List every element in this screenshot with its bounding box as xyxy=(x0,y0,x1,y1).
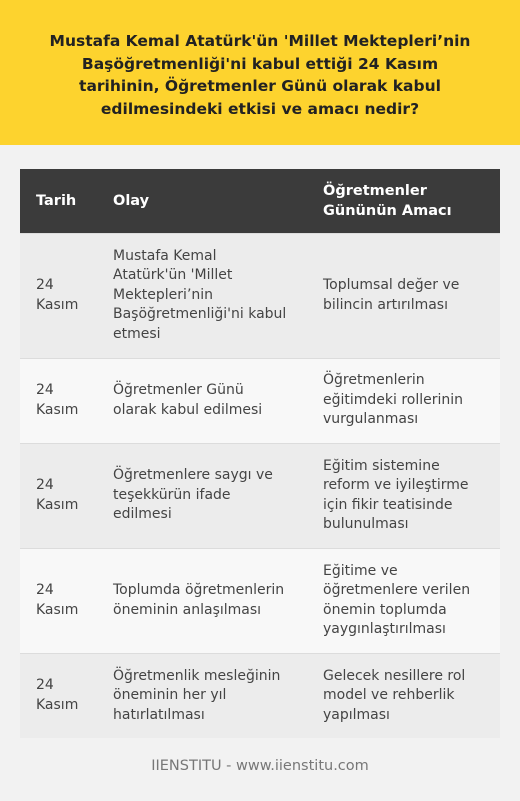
cell-date: 24 Kasım xyxy=(20,653,97,738)
cell-date: 24 Kasım xyxy=(20,548,97,653)
cell-event: Öğretmenlik mesleğinin öneminin her yıl hatırlatılması xyxy=(97,653,307,738)
cell-event: Mustafa Kemal Atatürk'ün 'Millet Mektepleri’nin Başöğretmenliği'ni kabul etmesi xyxy=(97,233,307,358)
cell-date: 24 Kasım xyxy=(20,358,97,443)
table-header-row xyxy=(20,169,500,233)
table-row xyxy=(20,358,500,443)
column-header-purpose: Öğretmenler Gününün Amacı xyxy=(323,182,452,219)
table-row xyxy=(20,443,500,548)
title-banner xyxy=(0,0,520,145)
cell-event: Öğretmenler Günü olarak kabul edilmesi xyxy=(97,358,307,443)
cell-purpose: Toplumsal değer ve bilincin artırılması xyxy=(307,233,500,358)
column-header-date: Tarih xyxy=(36,192,77,209)
cell-purpose: Eğitime ve öğretmenlere verilen önemin toplumda yaygınlaştırılması xyxy=(307,548,500,653)
table-row xyxy=(20,653,500,738)
cell-purpose: Öğretmenlerin eğitimdeki rollerinin vurgulanması xyxy=(307,358,500,443)
cell-event: Öğretmenlere saygı ve teşekkürün ifade edilmesi xyxy=(97,443,307,548)
cell-purpose: Eğitim sistemine reform ve iyileştirme için fikir teatisinde bulunulması xyxy=(307,443,500,548)
table-row xyxy=(20,233,500,358)
cell-purpose: Gelecek nesillere rol model ve rehberlik yapılması xyxy=(307,653,500,738)
cell-date: 24 Kasım xyxy=(20,443,97,548)
cell-event: Toplumda öğretmenlerin öneminin anlaşılması xyxy=(97,548,307,653)
table-row xyxy=(20,548,500,653)
page-title: Mustafa Kemal Atatürk'ün 'Millet Mektepleri’nin Başöğretmenliği'ni kabul ettiği 24 Kasım tarihinin, Öğretmenler Günü olarak kabul edilmesindeki etkisi ve amacı nedir? xyxy=(49,32,471,118)
info-table xyxy=(20,169,500,738)
cell-date: 24 Kasım xyxy=(20,233,97,358)
footer-credit: IIENSTITU - www.iienstitu.com xyxy=(151,758,369,774)
column-header-event: Olay xyxy=(113,192,150,209)
